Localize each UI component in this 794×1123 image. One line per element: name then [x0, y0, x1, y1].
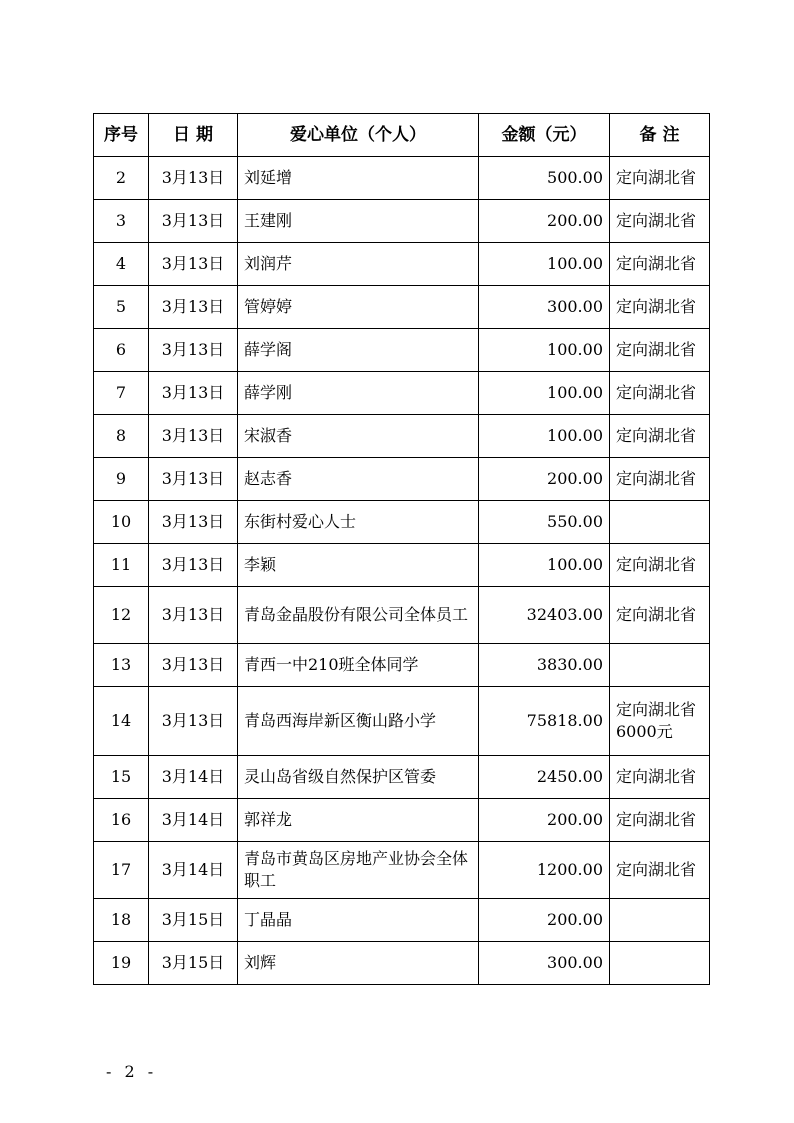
cell-amount: 200.00 [479, 458, 610, 501]
cell-donor: 薛学刚 [238, 372, 479, 415]
cell-amount: 100.00 [479, 372, 610, 415]
cell-note: 定向湖北省 [610, 286, 710, 329]
cell-date: 3月14日 [149, 842, 238, 899]
cell-index: 15 [94, 756, 149, 799]
table-row [94, 644, 710, 687]
cell-donor: 薛学阁 [238, 329, 479, 372]
table-row [94, 243, 710, 286]
cell-donor: 管婷婷 [238, 286, 479, 329]
cell-note [610, 501, 710, 544]
cell-date: 3月13日 [149, 200, 238, 243]
cell-date: 3月13日 [149, 687, 238, 756]
cell-date: 3月13日 [149, 544, 238, 587]
table-row [94, 286, 710, 329]
table-row [94, 544, 710, 587]
table-header-row [94, 114, 710, 157]
header-amount: 金额（元） [479, 114, 610, 157]
cell-date: 3月13日 [149, 644, 238, 687]
cell-note [610, 899, 710, 942]
table-row [94, 157, 710, 200]
cell-donor: 王建刚 [238, 200, 479, 243]
cell-note: 定向湖北省 [610, 415, 710, 458]
cell-date: 3月13日 [149, 157, 238, 200]
cell-date: 3月13日 [149, 458, 238, 501]
cell-donor: 青岛西海岸新区衡山路小学 [238, 687, 479, 756]
cell-amount: 32403.00 [479, 587, 610, 644]
cell-index: 13 [94, 644, 149, 687]
cell-date: 3月13日 [149, 243, 238, 286]
header-donor: 爱心单位（个人） [238, 114, 479, 157]
table-row [94, 942, 710, 985]
table-row [94, 458, 710, 501]
cell-amount: 100.00 [479, 415, 610, 458]
cell-donor: 东街村爱心人士 [238, 501, 479, 544]
cell-amount: 200.00 [479, 799, 610, 842]
cell-donor: 刘润芹 [238, 243, 479, 286]
table-row [94, 756, 710, 799]
cell-note: 定向湖北省 [610, 587, 710, 644]
cell-note: 定向湖北省 [610, 756, 710, 799]
cell-note: 定向湖北省 [610, 200, 710, 243]
cell-amount: 1200.00 [479, 842, 610, 899]
cell-index: 3 [94, 200, 149, 243]
cell-index: 16 [94, 799, 149, 842]
cell-index: 5 [94, 286, 149, 329]
cell-amount: 550.00 [479, 501, 610, 544]
table-row [94, 372, 710, 415]
table-row [94, 799, 710, 842]
cell-note: 定向湖北省 [610, 329, 710, 372]
cell-donor: 刘辉 [238, 942, 479, 985]
cell-note: 定向湖北省 [610, 458, 710, 501]
cell-date: 3月13日 [149, 286, 238, 329]
table-row [94, 415, 710, 458]
cell-amount: 200.00 [479, 200, 610, 243]
cell-amount: 3830.00 [479, 644, 610, 687]
cell-date: 3月15日 [149, 899, 238, 942]
cell-date: 3月13日 [149, 501, 238, 544]
cell-amount: 300.00 [479, 942, 610, 985]
cell-donor: 赵志香 [238, 458, 479, 501]
header-note: 备 注 [610, 114, 710, 157]
cell-amount: 100.00 [479, 329, 610, 372]
cell-note: 定向湖北省 [610, 243, 710, 286]
cell-index: 12 [94, 587, 149, 644]
cell-note: 定向湖北省 [610, 842, 710, 899]
cell-donor: 灵山岛省级自然保护区管委 [238, 756, 479, 799]
cell-note: 定向湖北省 [610, 799, 710, 842]
cell-note: 定向湖北省 [610, 544, 710, 587]
cell-amount: 2450.00 [479, 756, 610, 799]
table-row [94, 501, 710, 544]
donation-table [93, 113, 710, 985]
table-row [94, 687, 710, 756]
cell-date: 3月13日 [149, 415, 238, 458]
cell-index: 9 [94, 458, 149, 501]
cell-index: 10 [94, 501, 149, 544]
table-row [94, 842, 710, 899]
cell-amount: 100.00 [479, 544, 610, 587]
cell-amount: 500.00 [479, 157, 610, 200]
header-date: 日 期 [149, 114, 238, 157]
cell-date: 3月13日 [149, 372, 238, 415]
cell-note [610, 942, 710, 985]
cell-date: 3月14日 [149, 756, 238, 799]
cell-index: 18 [94, 899, 149, 942]
cell-index: 2 [94, 157, 149, 200]
cell-amount: 100.00 [479, 243, 610, 286]
cell-donor: 青岛金晶股份有限公司全体员工 [238, 587, 479, 644]
cell-donor: 李颖 [238, 544, 479, 587]
cell-index: 6 [94, 329, 149, 372]
cell-index: 11 [94, 544, 149, 587]
cell-index: 17 [94, 842, 149, 899]
cell-index: 4 [94, 243, 149, 286]
cell-date: 3月13日 [149, 587, 238, 644]
table-row [94, 587, 710, 644]
cell-donor: 青西一中210班全体同学 [238, 644, 479, 687]
cell-note: 定向湖北省 [610, 372, 710, 415]
cell-index: 14 [94, 687, 149, 756]
cell-donor: 青岛市黄岛区房地产业协会全体职工 [238, 842, 479, 899]
cell-amount: 300.00 [479, 286, 610, 329]
cell-donor: 丁晶晶 [238, 899, 479, 942]
cell-donor: 刘延增 [238, 157, 479, 200]
table-row [94, 899, 710, 942]
cell-date: 3月13日 [149, 329, 238, 372]
table-row [94, 329, 710, 372]
cell-note: 定向湖北省 [610, 157, 710, 200]
page-number: - 2 - [106, 1062, 158, 1081]
cell-donor: 郭祥龙 [238, 799, 479, 842]
header-index: 序号 [94, 114, 149, 157]
cell-index: 19 [94, 942, 149, 985]
cell-date: 3月15日 [149, 942, 238, 985]
cell-amount: 200.00 [479, 899, 610, 942]
table-row [94, 200, 710, 243]
cell-date: 3月14日 [149, 799, 238, 842]
cell-amount: 75818.00 [479, 687, 610, 756]
cell-index: 7 [94, 372, 149, 415]
cell-index: 8 [94, 415, 149, 458]
cell-note [610, 644, 710, 687]
cell-donor: 宋淑香 [238, 415, 479, 458]
cell-note: 定向湖北省6000元 [610, 687, 710, 756]
